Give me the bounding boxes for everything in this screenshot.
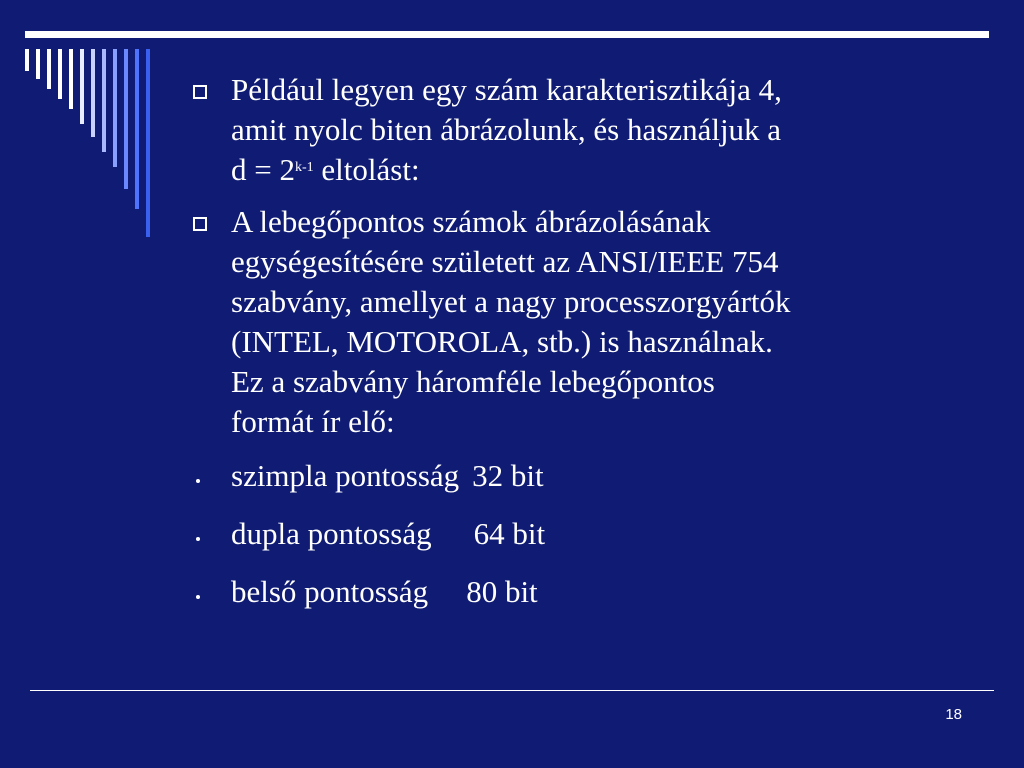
dot-bullet-icon bbox=[196, 595, 200, 599]
bullet-line: amit nyolc biten ábrázolunk, és használjuk a bbox=[231, 112, 782, 147]
formula-exponent: k-1 bbox=[294, 160, 314, 175]
stripe bbox=[146, 49, 150, 237]
stripe bbox=[58, 49, 62, 99]
stripe bbox=[102, 49, 106, 152]
bullet-line: (INTEL, MOTOROLA, stb.) is használnak. bbox=[231, 324, 773, 359]
format-name: szimpla pontosság bbox=[231, 458, 460, 493]
format-extended bbox=[190, 572, 980, 612]
bullet-line: egységesítésére született az ANSI/IEEE 754 bbox=[231, 244, 779, 279]
page-number: 18 bbox=[945, 706, 962, 723]
format-name: dupla pontosság bbox=[231, 516, 432, 551]
formula-tail: eltolást: bbox=[313, 152, 420, 187]
stripe bbox=[124, 49, 128, 189]
bullet-example bbox=[190, 70, 980, 190]
bullet-line: Például legyen egy szám karakterisztikája 4, bbox=[231, 72, 782, 107]
square-bullet-icon bbox=[193, 85, 207, 99]
stripe bbox=[36, 49, 40, 79]
format-bits: 64 bit bbox=[473, 516, 546, 551]
slide-content bbox=[190, 70, 980, 630]
formula-base: d = 2 bbox=[231, 152, 295, 187]
bullet-line: szabvány, amellyet a nagy processzorgyártók bbox=[231, 284, 791, 319]
top-rule bbox=[25, 31, 989, 38]
format-single bbox=[190, 456, 980, 496]
precision-format-list bbox=[190, 456, 980, 612]
stripe bbox=[25, 49, 29, 71]
stripe bbox=[91, 49, 95, 137]
stripe bbox=[80, 49, 84, 124]
format-bits: 32 bit bbox=[472, 458, 544, 493]
stripe bbox=[135, 49, 139, 209]
format-double bbox=[190, 514, 980, 554]
bottom-rule bbox=[30, 690, 994, 691]
bullet-line: A lebegőpontos számok ábrázolásának bbox=[231, 204, 711, 239]
stripe bbox=[69, 49, 73, 109]
format-name: belső pontosság bbox=[231, 574, 429, 609]
dot-bullet-icon bbox=[196, 479, 200, 483]
stripe bbox=[113, 49, 117, 167]
bullet-line: formát ír elő: bbox=[231, 404, 395, 439]
format-bits: 80 bit bbox=[466, 574, 538, 609]
dot-bullet-icon bbox=[196, 537, 200, 541]
bullet-line: Ez a szabvány háromféle lebegőpontos bbox=[231, 364, 715, 399]
decorative-stripes bbox=[25, 49, 165, 239]
bullet-line bbox=[231, 150, 980, 190]
bullet-standard bbox=[190, 202, 980, 442]
square-bullet-icon bbox=[193, 217, 207, 231]
stripe bbox=[47, 49, 51, 89]
